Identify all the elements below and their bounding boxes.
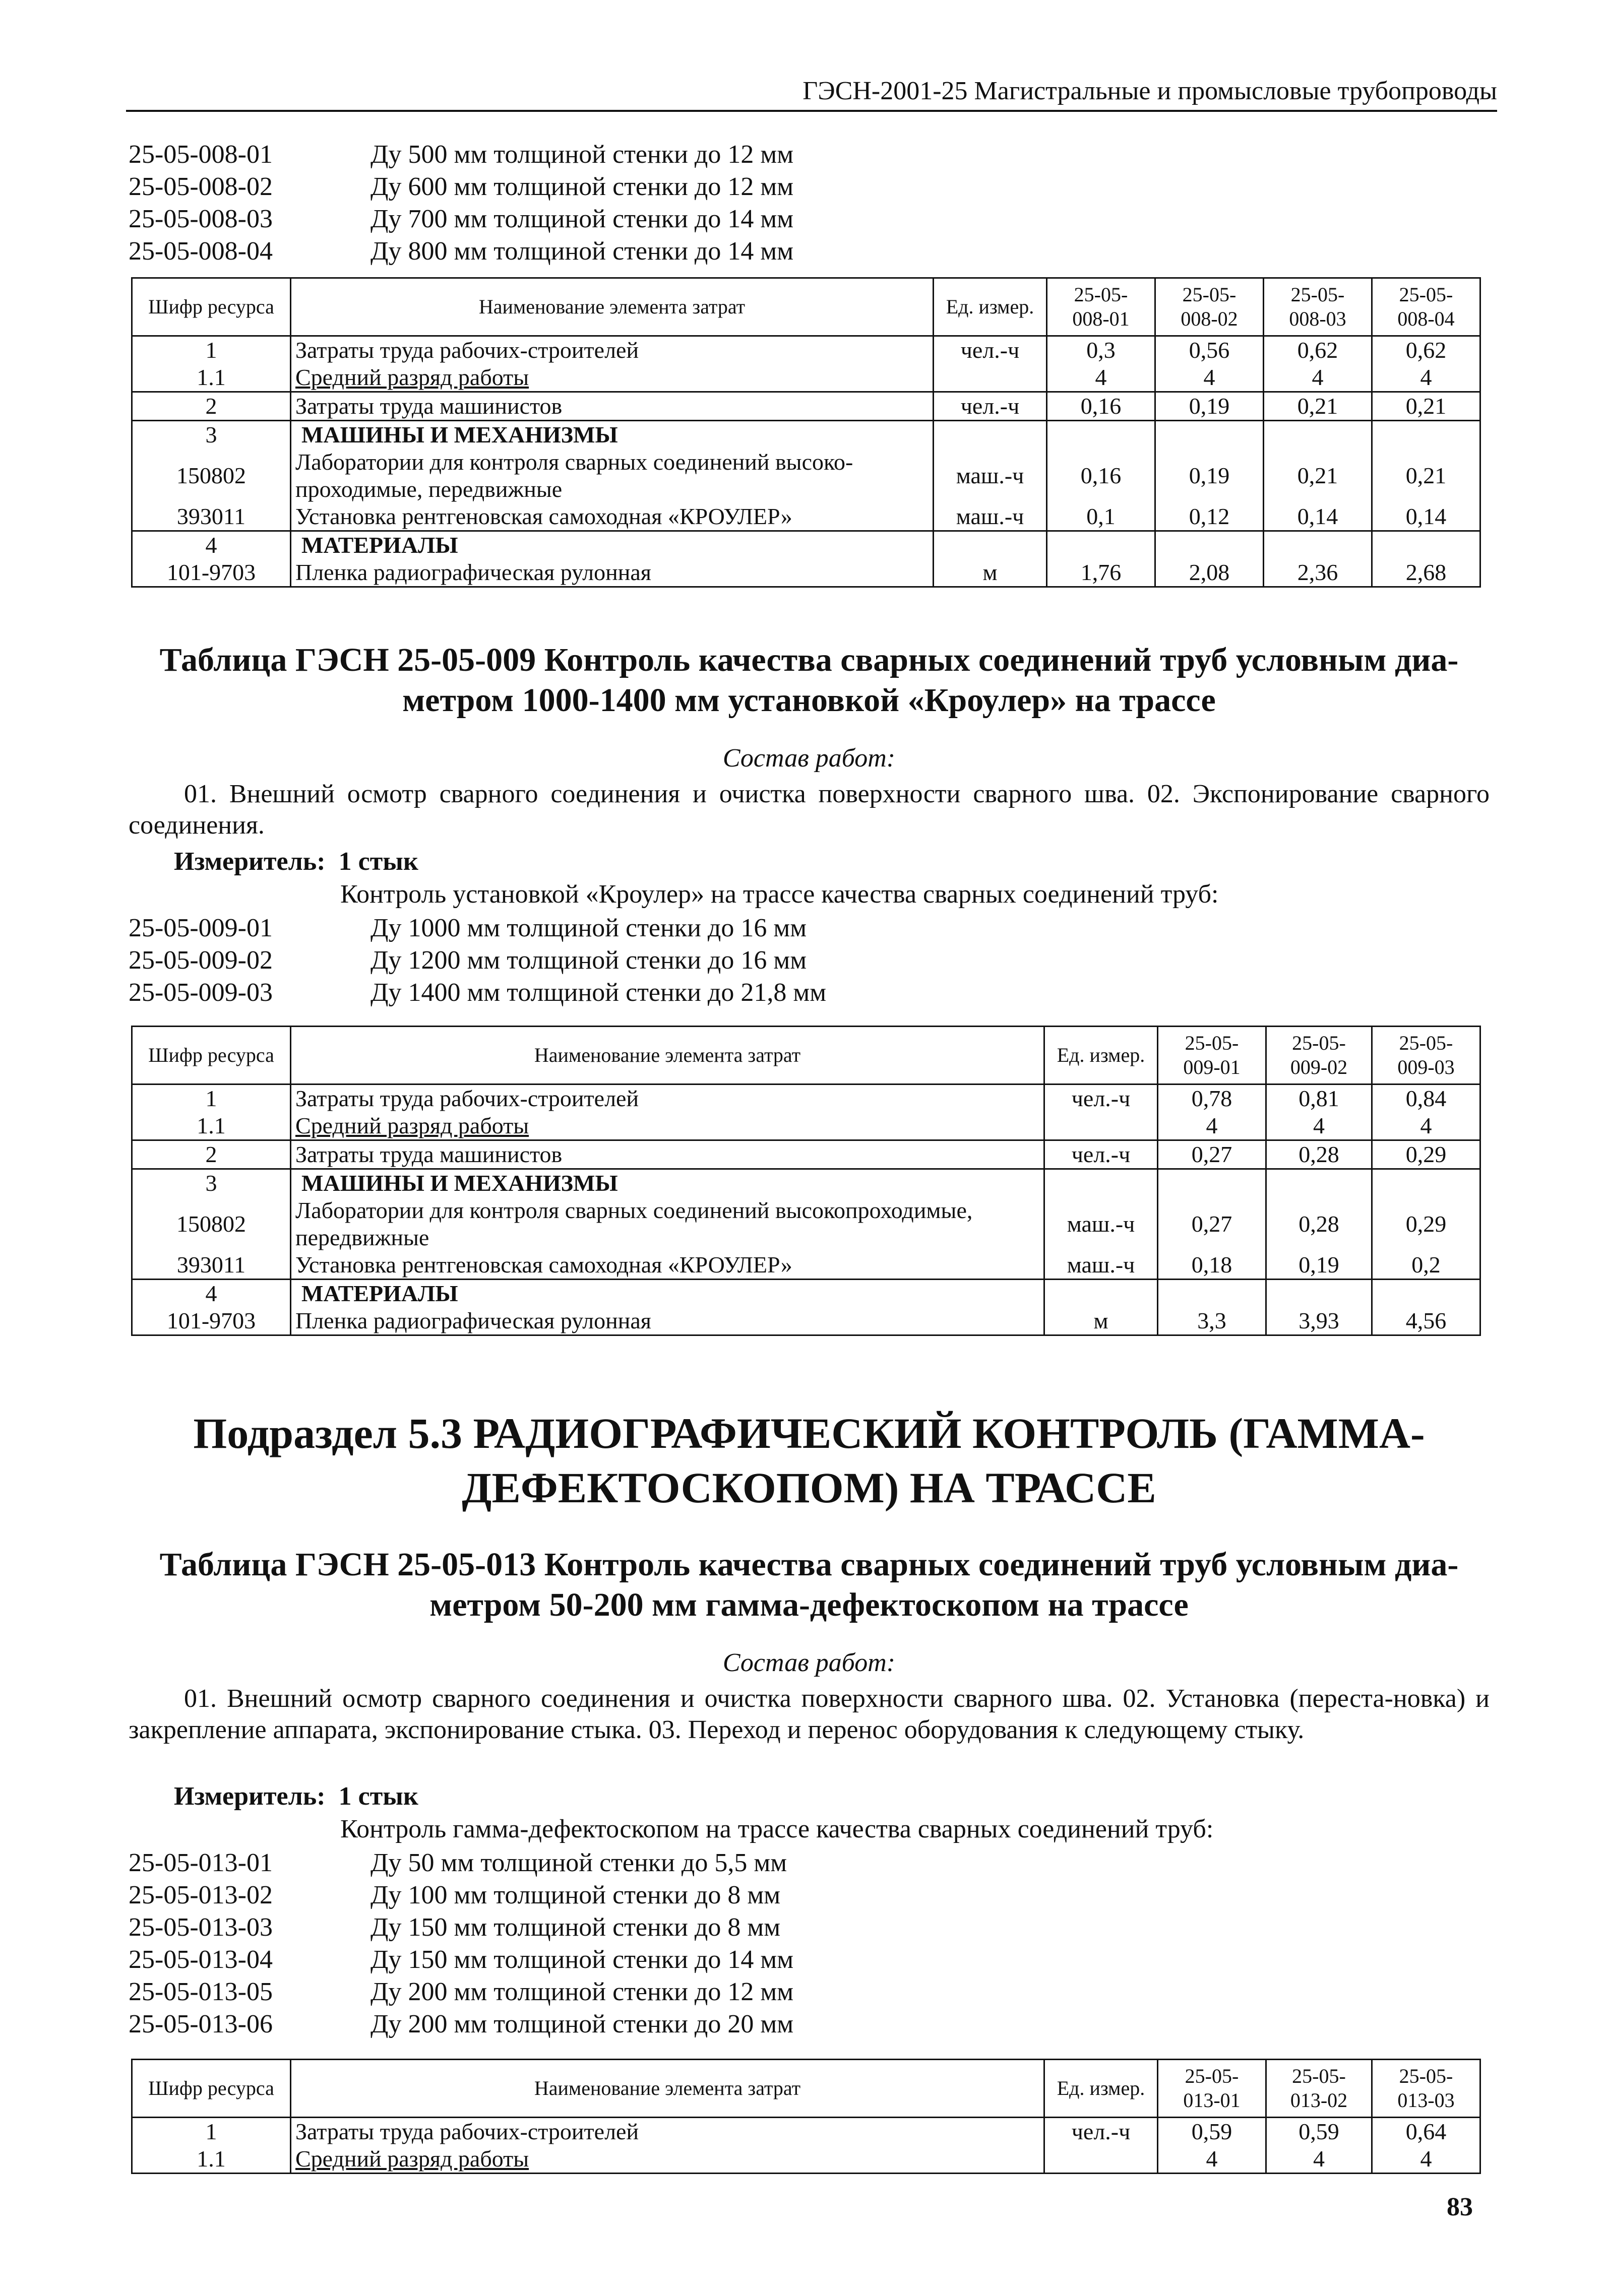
resource-code: 25-05-013-02 [129, 1881, 273, 1909]
code-row [129, 1976, 793, 2008]
control-text: Контроль гамма-дефектоскопом на трассе качества сварных соединений труб: [340, 1815, 1214, 1843]
composition-text: 01. Внешний осмотр сварного соединения и очистка поверхности сварного шва. 02. Установка (переста-новка) и закрепление аппарата, экспонирование стыка. 03. Переход и перенос оборудования к следующему стыку. [129, 1684, 1490, 1744]
table-row: 150802 Лаборатории для контроля сварных соединений высокопроходимые, передвижные маш.-ч 0,27 0,28 0,29 [132, 1197, 1480, 1251]
col-header-norm: 25-05- 008-01 [1047, 278, 1155, 336]
resource-table-009 [131, 1026, 1481, 1336]
code-row [129, 1944, 793, 1976]
table-title-013: Таблица ГЭСН 25-05-013 Контроль качества сварных соединений труб условным диа- метром 50-200 мм гамма-дефектоскопом на трассе [159, 1546, 1459, 1623]
code-row [129, 912, 826, 944]
col-header-code: Шифр ресурса [132, 1027, 291, 1085]
col-header-name: Наименование элемента затрат [291, 278, 934, 336]
code-row [129, 235, 793, 268]
code-description: Ду 800 мм толщиной стенки до 14 мм [370, 237, 794, 266]
table-row: 1 Затраты труда рабочих-строителей чел.-ч 0,59 0,59 0,64 [132, 2118, 1480, 2146]
table-row: 1.1 Средний разряд работы 4 4 4 [132, 1112, 1480, 1140]
resource-code: 25-05-009-02 [129, 946, 273, 975]
col-header-norm: 25-05- 013-01 [1158, 2060, 1266, 2118]
code-description: Ду 50 мм толщиной стенки до 5,5 мм [370, 1848, 787, 1877]
code-description: Ду 150 мм толщиной стенки до 14 мм [370, 1945, 794, 1974]
resource-code: 25-05-009-03 [129, 978, 273, 1007]
resource-code: 25-05-013-03 [129, 1913, 273, 1942]
meter-line: Измеритель: 1 стык [174, 847, 418, 876]
col-header-norm: 25-05- 008-04 [1372, 278, 1480, 336]
resource-code: 25-05-008-04 [129, 237, 273, 266]
code-row [129, 203, 793, 235]
col-header-name: Наименование элемента затрат [291, 2060, 1044, 2118]
codes-list-009 [129, 912, 826, 1009]
resource-code: 25-05-008-03 [129, 205, 273, 233]
code-description: Ду 700 мм толщиной стенки до 14 мм [370, 205, 794, 233]
resource-code: 25-05-013-01 [129, 1848, 273, 1877]
code-description: Ду 150 мм толщиной стенки до 8 мм [370, 1913, 781, 1942]
col-header-norm: 25-05- 009-01 [1158, 1027, 1266, 1085]
resource-table-008 [131, 277, 1481, 588]
resource-code: 25-05-013-04 [129, 1945, 273, 1974]
table-title-009: Таблица ГЭСН 25-05-009 Контроль качества сварных соединений труб условным диа- метром 1000-1400 мм установкой «Кроулер» на трассе [159, 642, 1459, 719]
code-row [129, 139, 793, 171]
code-description: Ду 1400 мм толщиной стенки до 21,8 мм [370, 978, 827, 1007]
table-row: 393011 Установка рентгеновская самоходная «КРОУЛЕР» маш.-ч 0,18 0,19 0,2 [132, 1251, 1480, 1280]
code-row [129, 977, 826, 1009]
code-row [129, 2008, 793, 2040]
col-header-unit: Ед. измер. [934, 278, 1047, 336]
col-header-norm: 25-05- 009-03 [1372, 1027, 1480, 1085]
table-row: 1.1 Средний разряд работы 4 4 4 4 [132, 364, 1480, 392]
code-row [129, 1879, 793, 1911]
resource-code: 25-05-009-01 [129, 914, 273, 942]
table-row: 1 Затраты труда рабочих-строителей чел.-ч 0,3 0,56 0,62 0,62 [132, 336, 1480, 364]
col-header-unit: Ед. измер. [1044, 2060, 1158, 2118]
page-header: ГЭСН-2001-25 Магистральные и промысловые трубопроводы [126, 76, 1497, 112]
col-header-norm: 25-05- 008-02 [1155, 278, 1264, 336]
table-row: 393011 Установка рентгеновская самоходная «КРОУЛЕР» маш.-ч 0,1 0,12 0,14 0,14 [132, 503, 1480, 531]
code-row [129, 1847, 793, 1879]
composition-label: Состав работ: [722, 744, 896, 773]
code-description: Ду 1200 мм толщиной стенки до 16 мм [370, 946, 807, 975]
code-description: Ду 600 мм толщиной стенки до 12 мм [370, 172, 794, 201]
col-header-norm: 25-05- 013-03 [1372, 2060, 1480, 2118]
code-row [129, 171, 793, 203]
col-header-unit: Ед. измер. [1044, 1027, 1158, 1085]
col-header-code: Шифр ресурса [132, 278, 291, 336]
table-row: 101-9703 Пленка радиографическая рулонная м 3,3 3,93 4,56 [132, 1307, 1480, 1335]
resource-code: 25-05-008-02 [129, 172, 273, 201]
col-header-norm: 25-05- 008-03 [1264, 278, 1372, 336]
resource-code: 25-05-008-01 [129, 140, 273, 169]
table-row: 150802 Лаборатории для контроля сварных соединений высоко-проходимые, передвижные маш.-ч 0,16 0,19 0,21 0,21 [132, 449, 1480, 503]
table-row: 4 МАТЕРИАЛЫ [132, 531, 1480, 559]
col-header-code: Шифр ресурса [132, 2060, 291, 2118]
page-number: 83 [1447, 2193, 1473, 2221]
code-description: Ду 200 мм толщиной стенки до 12 мм [370, 1978, 794, 2006]
codes-list-008 [129, 139, 793, 268]
resource-code: 25-05-013-05 [129, 1978, 273, 2006]
table-row: 2 Затраты труда машинистов чел.-ч 0,16 0,19 0,21 0,21 [132, 392, 1480, 421]
col-header-norm: 25-05- 013-02 [1266, 2060, 1372, 2118]
col-header-name: Наименование элемента затрат [291, 1027, 1044, 1085]
code-row [129, 1911, 793, 1944]
code-description: Ду 200 мм толщиной стенки до 20 мм [370, 2010, 794, 2038]
resource-table-013 [131, 2059, 1481, 2174]
codes-list-013 [129, 1847, 793, 2040]
control-text: Контроль установкой «Кроулер» на трассе качества сварных соединений труб: [340, 880, 1219, 909]
table-row: 4 МАТЕРИАЛЫ [132, 1280, 1480, 1308]
table-row: 2 Затраты труда машинистов чел.-ч 0,27 0,28 0,29 [132, 1140, 1480, 1169]
table-row: 1.1 Средний разряд работы 4 4 4 [132, 2145, 1480, 2174]
meter-line: Измеритель: 1 стык [174, 1782, 418, 1811]
composition-text: 01. Внешний осмотр сварного соединения и очистка поверхности сварного шва. 02. Экспонирование сварного соединения. [129, 780, 1490, 840]
table-row: 3 МАШИНЫ И МЕХАНИЗМЫ [132, 1169, 1480, 1197]
resource-code: 25-05-013-06 [129, 2010, 273, 2038]
code-description: Ду 1000 мм толщиной стенки до 16 мм [370, 914, 807, 942]
table-row: 3 МАШИНЫ И МЕХАНИЗМЫ [132, 421, 1480, 449]
table-row: 1 Затраты труда рабочих-строителей чел.-ч 0,78 0,81 0,84 [132, 1085, 1480, 1113]
table-row: 101-9703 Пленка радиографическая рулонная м 1,76 2,08 2,36 2,68 [132, 559, 1480, 587]
col-header-norm: 25-05- 009-02 [1266, 1027, 1372, 1085]
code-description: Ду 500 мм толщиной стенки до 12 мм [370, 140, 794, 169]
subsection-title: Подраздел 5.3 РАДИОГРАФИЧЕСКИЙ КОНТРОЛЬ (ГАММА- ДЕФЕКТОСКОПОМ) НА ТРАССЕ [193, 1409, 1425, 1512]
code-description: Ду 100 мм толщиной стенки до 8 мм [370, 1881, 781, 1909]
code-row [129, 944, 826, 977]
composition-label: Состав работ: [722, 1648, 896, 1677]
